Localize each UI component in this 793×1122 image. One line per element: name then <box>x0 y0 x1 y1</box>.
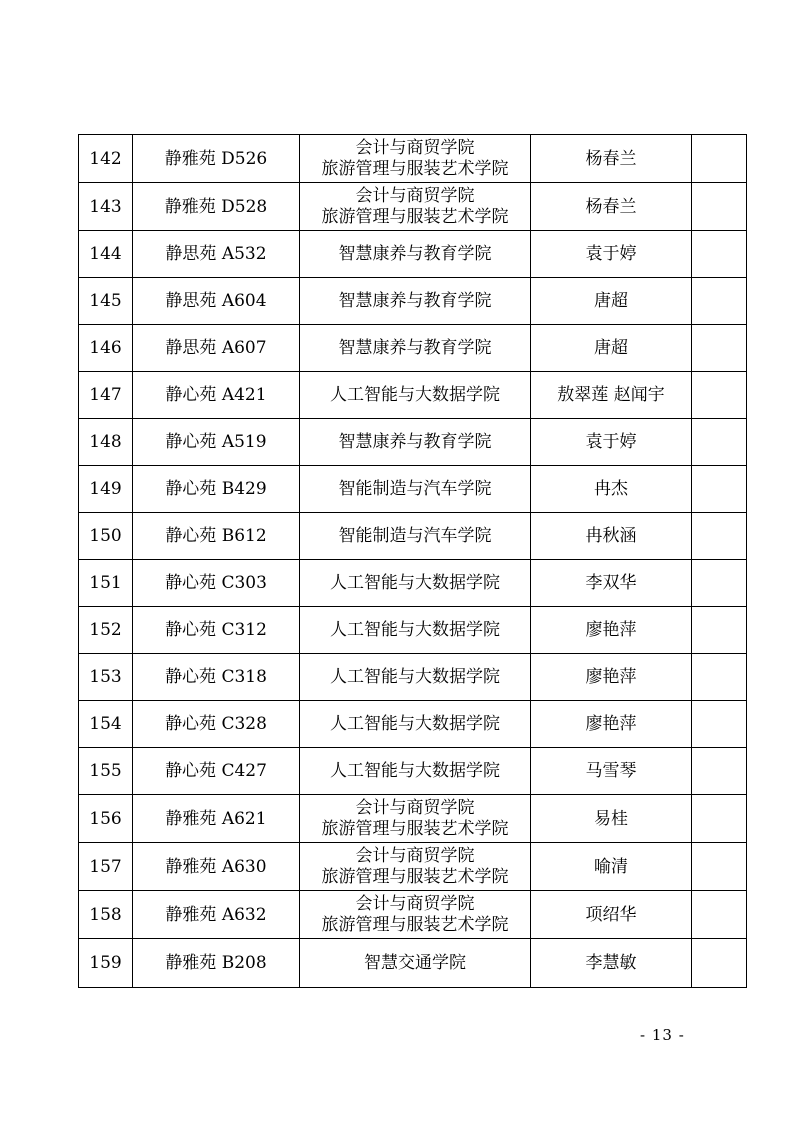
table-row <box>79 135 747 183</box>
college-name: 旅游管理与服装艺术学院 <box>321 914 509 935</box>
row-index-cell: 142 <box>79 135 133 183</box>
table-body <box>79 135 747 988</box>
table-row <box>79 560 747 607</box>
college-cell <box>300 891 531 939</box>
responsible-person-cell: 冉杰 <box>531 466 692 513</box>
college-cell <box>300 654 531 701</box>
note-cell <box>692 135 747 183</box>
table-row <box>79 795 747 843</box>
college-name: 会计与商贸学院 <box>355 893 475 914</box>
page-number: - 13 - <box>640 1026 685 1044</box>
dorm-room-cell: 静心苑 C303 <box>133 560 300 607</box>
note-cell <box>692 372 747 419</box>
dorm-room-cell: 静雅苑 A621 <box>133 795 300 843</box>
responsible-person-cell: 唐超 <box>531 325 692 372</box>
college-cell <box>300 231 531 278</box>
row-index-cell: 154 <box>79 701 133 748</box>
table-row <box>79 231 747 278</box>
college-cell <box>300 419 531 466</box>
table-row <box>79 325 747 372</box>
responsible-person-cell: 喻清 <box>531 843 692 891</box>
row-index-cell: 147 <box>79 372 133 419</box>
college-cell <box>300 183 531 231</box>
college-name: 智慧交通学院 <box>364 952 466 973</box>
college-cell <box>300 795 531 843</box>
dorm-room-cell: 静心苑 C427 <box>133 748 300 795</box>
responsible-person-cell: 敖翠莲 赵闻宇 <box>531 372 692 419</box>
college-name: 智慧康养与教育学院 <box>338 290 492 311</box>
row-index-cell: 146 <box>79 325 133 372</box>
college-cell <box>300 748 531 795</box>
dormitory-assignment-table <box>78 134 747 988</box>
college-name: 智慧康养与教育学院 <box>338 243 492 264</box>
row-index-cell: 156 <box>79 795 133 843</box>
note-cell <box>692 466 747 513</box>
dorm-room-cell: 静心苑 C318 <box>133 654 300 701</box>
row-index-cell: 143 <box>79 183 133 231</box>
row-index-cell: 153 <box>79 654 133 701</box>
dorm-room-cell: 静心苑 A421 <box>133 372 300 419</box>
responsible-person-cell: 廖艳萍 <box>531 607 692 654</box>
note-cell <box>692 513 747 560</box>
college-name: 智慧康养与教育学院 <box>338 431 492 452</box>
note-cell <box>692 607 747 654</box>
college-name: 人工智能与大数据学院 <box>330 760 500 781</box>
responsible-person-cell: 李慧敏 <box>531 939 692 988</box>
note-cell <box>692 795 747 843</box>
table-row <box>79 843 747 891</box>
row-index-cell: 155 <box>79 748 133 795</box>
college-cell <box>300 466 531 513</box>
note-cell <box>692 278 747 325</box>
college-name: 人工智能与大数据学院 <box>330 572 500 593</box>
college-name: 旅游管理与服装艺术学院 <box>321 206 509 227</box>
dorm-room-cell: 静心苑 C328 <box>133 701 300 748</box>
row-index-cell: 150 <box>79 513 133 560</box>
responsible-person-cell: 杨春兰 <box>531 183 692 231</box>
dorm-room-cell: 静雅苑 A632 <box>133 891 300 939</box>
table-row <box>79 183 747 231</box>
dorm-room-cell: 静心苑 A519 <box>133 419 300 466</box>
table-row <box>79 891 747 939</box>
dorm-room-cell: 静思苑 A604 <box>133 278 300 325</box>
row-index-cell: 158 <box>79 891 133 939</box>
row-index-cell: 152 <box>79 607 133 654</box>
table-row <box>79 654 747 701</box>
responsible-person-cell: 袁于婷 <box>531 419 692 466</box>
note-cell <box>692 654 747 701</box>
responsible-person-cell: 袁于婷 <box>531 231 692 278</box>
table-row <box>79 466 747 513</box>
row-index-cell: 145 <box>79 278 133 325</box>
college-cell <box>300 560 531 607</box>
college-cell <box>300 843 531 891</box>
responsible-person-cell: 廖艳萍 <box>531 654 692 701</box>
dorm-room-cell: 静思苑 A607 <box>133 325 300 372</box>
row-index-cell: 144 <box>79 231 133 278</box>
dorm-room-cell: 静心苑 B429 <box>133 466 300 513</box>
college-name: 人工智能与大数据学院 <box>330 713 500 734</box>
row-index-cell: 149 <box>79 466 133 513</box>
dorm-room-cell: 静雅苑 A630 <box>133 843 300 891</box>
college-name: 人工智能与大数据学院 <box>330 384 500 405</box>
table-row <box>79 939 747 988</box>
note-cell <box>692 939 747 988</box>
dorm-room-cell: 静雅苑 D528 <box>133 183 300 231</box>
table-row <box>79 513 747 560</box>
table-row <box>79 419 747 466</box>
table-row <box>79 701 747 748</box>
responsible-person-cell: 杨春兰 <box>531 135 692 183</box>
note-cell <box>692 843 747 891</box>
table-row <box>79 607 747 654</box>
table-row <box>79 748 747 795</box>
responsible-person-cell: 马雪琴 <box>531 748 692 795</box>
responsible-person-cell: 李双华 <box>531 560 692 607</box>
dorm-room-cell: 静心苑 B612 <box>133 513 300 560</box>
note-cell <box>692 419 747 466</box>
dorm-room-cell: 静思苑 A532 <box>133 231 300 278</box>
college-cell <box>300 278 531 325</box>
note-cell <box>692 183 747 231</box>
note-cell <box>692 231 747 278</box>
note-cell <box>692 560 747 607</box>
college-cell <box>300 135 531 183</box>
college-name: 智慧康养与教育学院 <box>338 337 492 358</box>
table-row <box>79 372 747 419</box>
college-name: 会计与商贸学院 <box>355 185 475 206</box>
college-cell <box>300 372 531 419</box>
note-cell <box>692 325 747 372</box>
row-index-cell: 157 <box>79 843 133 891</box>
college-cell <box>300 607 531 654</box>
college-name: 会计与商贸学院 <box>355 137 475 158</box>
note-cell <box>692 891 747 939</box>
college-cell <box>300 701 531 748</box>
note-cell <box>692 748 747 795</box>
college-cell <box>300 939 531 988</box>
college-name: 会计与商贸学院 <box>355 845 475 866</box>
dorm-room-cell: 静心苑 C312 <box>133 607 300 654</box>
responsible-person-cell: 项绍华 <box>531 891 692 939</box>
college-cell <box>300 325 531 372</box>
table-row <box>79 278 747 325</box>
responsible-person-cell: 冉秋涵 <box>531 513 692 560</box>
college-name: 旅游管理与服装艺术学院 <box>321 866 509 887</box>
college-name: 会计与商贸学院 <box>355 797 475 818</box>
college-cell <box>300 513 531 560</box>
row-index-cell: 151 <box>79 560 133 607</box>
college-name: 智能制造与汽车学院 <box>338 525 492 546</box>
college-name: 人工智能与大数据学院 <box>330 666 500 687</box>
responsible-person-cell: 廖艳萍 <box>531 701 692 748</box>
dorm-room-cell: 静雅苑 B208 <box>133 939 300 988</box>
note-cell <box>692 701 747 748</box>
college-name: 智能制造与汽车学院 <box>338 478 492 499</box>
row-index-cell: 148 <box>79 419 133 466</box>
responsible-person-cell: 易桂 <box>531 795 692 843</box>
college-name: 旅游管理与服装艺术学院 <box>321 158 509 179</box>
college-name: 人工智能与大数据学院 <box>330 619 500 640</box>
row-index-cell: 159 <box>79 939 133 988</box>
college-name: 旅游管理与服装艺术学院 <box>321 818 509 839</box>
responsible-person-cell: 唐超 <box>531 278 692 325</box>
dorm-room-cell: 静雅苑 D526 <box>133 135 300 183</box>
